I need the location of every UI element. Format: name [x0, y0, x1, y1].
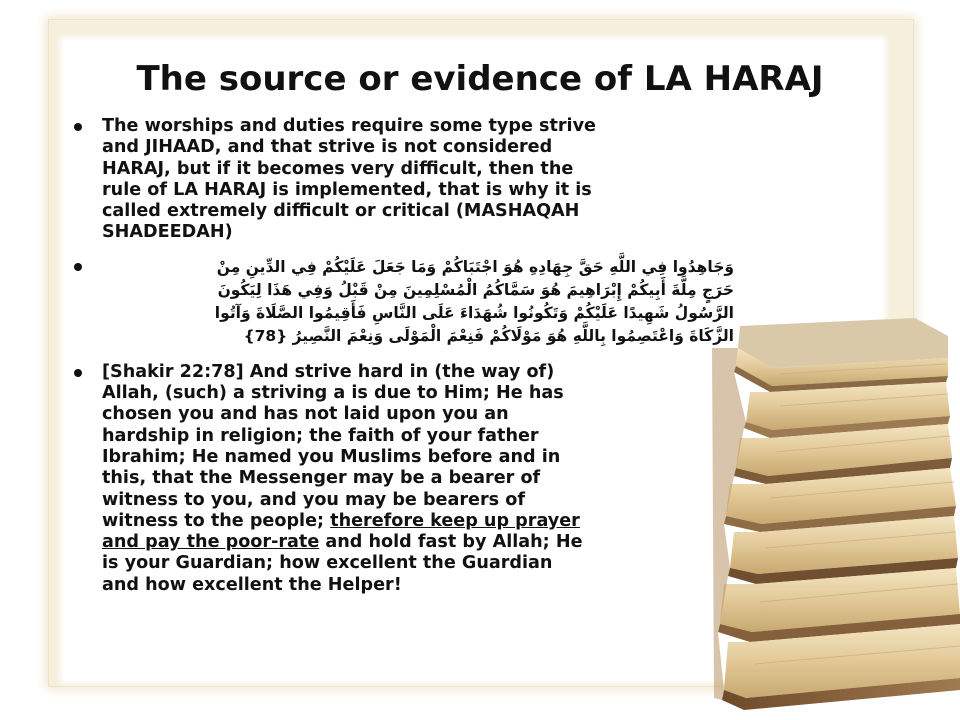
- arabic-line: وَجَاهِدُوا فِي اللَّهِ حَقَّ جِهَادِهِ هُوَ اجْتَبَاكُمْ وَمَا جَعَلَ عَلَيْكُمْ فِي الدِّينِ مِنْ: [216, 257, 734, 276]
- arabic-verse: [102, 256, 738, 348]
- text-line: Allah, (such) a striving a is due to Him; He has: [102, 383, 564, 404]
- text-line: The worships and duties require some type strive: [102, 116, 596, 136]
- text-line: and how excellent the Helper!: [102, 574, 402, 595]
- stacked-books-icon: [710, 318, 960, 720]
- text-line: [Shakir 22:78] And strive hard in (the way of): [102, 361, 555, 382]
- bullet-arabic-verse: [68, 256, 738, 348]
- text-line: chosen you and has not laid upon you an: [102, 404, 509, 425]
- arabic-line: الرَّسُولُ شَهِيدًا عَلَيْكُمْ وَتَكُونُوا شُهَدَاءَ عَلَى النَّاسِ فَأَقِيمُوا الصَّلَاةَ وَآتُوا: [214, 303, 734, 322]
- text-segment: witness to the people;: [102, 510, 331, 531]
- bullet-explanation: [68, 116, 738, 244]
- text-line: [102, 511, 738, 532]
- bullet-translation: [68, 362, 738, 596]
- text-line: HARAJ, but if it becomes very difficult, then the: [102, 158, 574, 179]
- slide-title: The source or evidence of LA HARAJ: [136, 59, 824, 99]
- text-line: called extremely difficult or critical (MASHAQAH: [102, 201, 580, 222]
- text-line: and JIHAAD, and that strive is not considered: [102, 137, 553, 158]
- underlined-text: and pay the poor-rate: [102, 532, 320, 553]
- text-segment: and hold fast by Allah; He: [319, 532, 583, 553]
- text-line: this, that the Messenger may be a bearer of: [102, 468, 541, 489]
- text-line: Ibrahim; He named you Muslims before and in: [102, 446, 561, 467]
- bullet-dot: [74, 263, 82, 271]
- text-line: is your Guardian; how excellent the Guardian: [102, 553, 553, 574]
- text-line: [102, 532, 738, 553]
- text-line: witness to you, and you may be bearers of: [102, 489, 525, 510]
- bullet-dot: [74, 123, 82, 131]
- arabic-line: حَرَجٍ مِلَّةَ أَبِيكُمْ إِبْرَاهِيمَ هُوَ سَمَّاكُمُ الْمُسْلِمِينَ مِنْ قَبْلُ وَفِي هَذَا لِيَكُونَ: [217, 280, 734, 299]
- underlined-text: therefore keep up prayer: [330, 510, 580, 531]
- bullet-list: [68, 116, 738, 596]
- text-line: hardship in religion; the faith of your father: [102, 425, 539, 446]
- arabic-line: الزَّكَاةَ وَاعْتَصِمُوا بِاللَّهِ هُوَ مَوْلَاكُمْ فَنِعْمَ الْمَوْلَى وَنِعْمَ النَّصِيرُ {78}: [243, 326, 734, 345]
- text-line: rule of LA HARAJ is implemented, that is why it is: [102, 179, 592, 200]
- bullet-dot: [74, 369, 82, 377]
- text-line: SHADEEDAH): [102, 222, 233, 243]
